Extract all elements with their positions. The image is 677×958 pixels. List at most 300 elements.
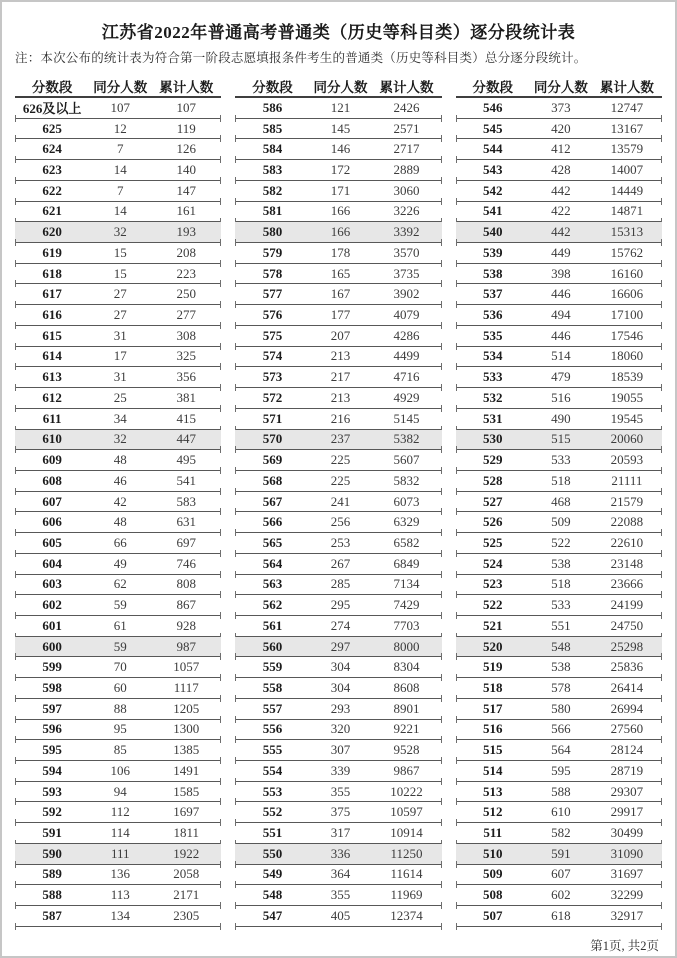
score-cell: 533: [483, 369, 503, 385]
table-row: [456, 264, 662, 285]
cumulative-cell: 21579: [610, 493, 644, 509]
table-row: [235, 450, 441, 471]
score-cell: 516: [483, 721, 503, 737]
cumulative-cell: 2305: [173, 907, 200, 923]
cumulative-cell: 147: [176, 182, 196, 198]
cumulative-cell: 250: [176, 286, 196, 302]
cumulative-cell: 2571: [393, 120, 420, 136]
count-cell: 446: [551, 286, 571, 302]
cumulative-cell: 29917: [610, 804, 644, 820]
score-cell: 551: [262, 825, 283, 841]
score-cell: 508: [483, 887, 503, 903]
cumulative-cell: 1697: [173, 804, 200, 820]
table-row: [456, 782, 662, 803]
table-row: [235, 823, 441, 844]
count-cell: 518: [551, 576, 571, 592]
cumulative-cell: 15313: [610, 224, 644, 240]
cumulative-cell: 27560: [610, 721, 644, 737]
count-cell: 267: [330, 555, 351, 571]
count-cell: 121: [330, 99, 351, 115]
cumulative-cell: 11614: [390, 866, 423, 882]
score-cell: 591: [42, 825, 62, 841]
header-same-score-count: 同分人数: [93, 79, 148, 95]
table-row: [235, 139, 441, 160]
count-cell: 7: [116, 141, 124, 157]
cumulative-cell: 12747: [610, 99, 644, 115]
table-row: [456, 657, 662, 678]
count-cell: 61: [113, 617, 127, 633]
cumulative-cell: 746: [176, 555, 196, 571]
table-row: [15, 885, 221, 906]
cumulative-cell: 697: [176, 534, 196, 550]
count-cell: 595: [551, 762, 571, 778]
table-row: [15, 595, 221, 616]
table-row: [15, 284, 221, 305]
count-cell: 566: [551, 721, 571, 737]
table-row: [456, 885, 662, 906]
cumulative-cell: 126: [176, 141, 196, 157]
cumulative-cell: 17546: [610, 327, 644, 343]
cumulative-cell: 9221: [393, 721, 420, 737]
count-cell: 207: [330, 327, 351, 343]
score-cell: 586: [262, 99, 283, 115]
table-row: [15, 740, 221, 761]
score-table-1: [15, 75, 221, 927]
score-cell: 599: [42, 659, 62, 675]
count-cell: 364: [330, 866, 351, 882]
count-cell: 136: [110, 866, 130, 882]
score-cell: 537: [483, 286, 503, 302]
score-cell: 513: [483, 783, 503, 799]
table-row: [235, 554, 441, 575]
cumulative-cell: 2426: [393, 99, 420, 115]
count-cell: 307: [330, 742, 351, 758]
score-cell: 559: [262, 659, 283, 675]
cumulative-cell: 2171: [173, 887, 200, 903]
count-cell: 213: [330, 389, 351, 405]
cumulative-cell: 1491: [173, 762, 200, 778]
score-cell: 543: [483, 162, 503, 178]
cumulative-cell: 10222: [390, 783, 423, 799]
table-row: [456, 844, 662, 865]
table-row: [15, 865, 221, 886]
cumulative-cell: 808: [176, 576, 196, 592]
count-cell: 564: [551, 742, 571, 758]
cumulative-cell: 24199: [610, 597, 644, 613]
count-cell: 62: [113, 576, 127, 592]
score-table-3: [456, 75, 662, 927]
table-row: [456, 575, 662, 596]
score-cell: 562: [262, 597, 283, 613]
score-cell: 625: [42, 120, 62, 136]
score-cell: 618: [42, 265, 62, 281]
table-row: [15, 388, 221, 409]
cumulative-cell: 23666: [610, 576, 644, 592]
score-cell: 581: [262, 203, 283, 219]
score-cell: 620: [42, 224, 62, 240]
header-score-segment: 分数段: [252, 79, 293, 95]
table-row: [235, 367, 441, 388]
cumulative-cell: 23148: [610, 555, 644, 571]
count-cell: 320: [330, 721, 351, 737]
table-row: [15, 802, 221, 823]
score-cell: 561: [262, 617, 283, 633]
score-cell: 541: [483, 203, 503, 219]
cumulative-cell: 119: [176, 120, 196, 136]
count-cell: 114: [110, 825, 130, 841]
count-cell: 442: [551, 224, 571, 240]
table-row: [456, 284, 662, 305]
cumulative-cell: 26414: [610, 679, 644, 695]
cumulative-cell: 4286: [393, 327, 420, 343]
count-cell: 582: [551, 825, 571, 841]
score-cell: 534: [483, 348, 503, 364]
count-cell: 591: [551, 845, 571, 861]
cumulative-cell: 3902: [393, 286, 420, 302]
score-cell: 550: [262, 845, 283, 861]
table-row: [235, 202, 441, 223]
score-cell: 601: [42, 617, 62, 633]
score-cell: 604: [42, 555, 62, 571]
table-row: [235, 181, 441, 202]
score-cell: 609: [42, 452, 62, 468]
score-cell: 574: [262, 348, 283, 364]
table-row: [456, 595, 662, 616]
score-cell: 546: [483, 99, 503, 115]
count-cell: 274: [330, 617, 351, 633]
score-cell: 607: [42, 493, 62, 509]
table-row: [15, 492, 221, 513]
score-cell: 524: [483, 555, 503, 571]
count-cell: 85: [113, 742, 127, 758]
cumulative-cell: 2717: [393, 141, 420, 157]
cumulative-cell: 13167: [610, 120, 644, 136]
table-header: [235, 75, 441, 96]
score-cell: 624: [42, 141, 62, 157]
cumulative-cell: 447: [176, 431, 196, 447]
count-cell: 297: [330, 638, 351, 654]
table-row: [456, 450, 662, 471]
score-cell: 588: [42, 887, 62, 903]
score-cell: 525: [483, 534, 503, 550]
cumulative-cell: 5145: [393, 410, 420, 426]
table-row: [15, 243, 221, 264]
count-cell: 60: [113, 679, 127, 695]
count-cell: 317: [330, 825, 351, 841]
table-row: [15, 637, 221, 658]
count-cell: 398: [551, 265, 571, 281]
count-cell: 479: [551, 369, 571, 385]
cumulative-cell: 15762: [610, 244, 644, 260]
count-cell: 256: [330, 514, 351, 530]
table-row: [235, 222, 441, 243]
score-cell: 567: [262, 493, 283, 509]
count-cell: 446: [551, 327, 571, 343]
cumulative-cell: 10914: [390, 825, 423, 841]
count-cell: 355: [330, 887, 351, 903]
cumulative-cell: 1922: [173, 845, 200, 861]
score-cell: 538: [483, 265, 503, 281]
score-cell: 626及以上: [22, 101, 82, 117]
cumulative-cell: 140: [176, 162, 196, 178]
count-cell: 31: [113, 327, 127, 343]
score-cell: 577: [262, 286, 283, 302]
cumulative-cell: 14871: [610, 203, 644, 219]
cumulative-cell: 193: [176, 224, 196, 240]
cumulative-cell: 415: [176, 410, 196, 426]
cumulative-cell: 19055: [610, 389, 644, 405]
cumulative-cell: 4079: [393, 307, 420, 323]
score-cell: 573: [262, 369, 283, 385]
table-row: [15, 761, 221, 782]
count-cell: 15: [113, 244, 127, 260]
score-cell: 563: [262, 576, 283, 592]
cumulative-cell: 277: [176, 307, 196, 323]
cumulative-cell: 6849: [393, 555, 420, 571]
table-row: [235, 782, 441, 803]
cumulative-cell: 4929: [393, 389, 420, 405]
cumulative-cell: 14007: [610, 162, 644, 178]
cumulative-cell: 7134: [393, 576, 420, 592]
count-cell: 31: [113, 369, 127, 385]
table-row: [456, 430, 662, 451]
count-cell: 107: [110, 99, 130, 115]
score-cell: 595: [42, 742, 62, 758]
score-cell: 572: [262, 389, 283, 405]
count-cell: 373: [551, 99, 571, 115]
table-row: [15, 367, 221, 388]
table-row: [456, 616, 662, 637]
count-cell: 304: [330, 679, 351, 695]
score-cell: 610: [42, 431, 62, 447]
table-row: [15, 823, 221, 844]
score-cell: 564: [262, 555, 283, 571]
score-cell: 578: [262, 265, 283, 281]
count-cell: 285: [330, 576, 351, 592]
score-table-2: [235, 75, 441, 927]
score-cell: 580: [262, 224, 283, 240]
count-cell: 514: [551, 348, 571, 364]
header-cumulative-count: 累计人数: [599, 79, 654, 95]
score-cell: 549: [262, 866, 283, 882]
table-row: [235, 678, 441, 699]
table-row: [456, 305, 662, 326]
table-row: [456, 512, 662, 533]
cumulative-cell: 223: [176, 265, 196, 281]
cumulative-cell: 381: [176, 389, 196, 405]
score-cell: 603: [42, 576, 62, 592]
score-cell: 511: [483, 825, 503, 841]
table-row: [456, 471, 662, 492]
count-cell: 442: [551, 182, 571, 198]
count-cell: 375: [330, 804, 351, 820]
table-row: [235, 284, 441, 305]
score-cell: 545: [483, 120, 503, 136]
cumulative-cell: 31090: [610, 845, 644, 861]
table-row: [235, 595, 441, 616]
count-cell: 42: [113, 493, 127, 509]
cumulative-cell: 9528: [393, 742, 420, 758]
table-row: [235, 305, 441, 326]
table-row: [235, 906, 441, 927]
table-row: [456, 906, 662, 927]
count-cell: 518: [551, 472, 571, 488]
score-cell: 514: [483, 762, 503, 778]
table-body: [15, 96, 221, 927]
count-cell: 32: [113, 431, 127, 447]
header-same-score-count: 同分人数: [313, 79, 368, 95]
count-cell: 548: [551, 638, 571, 654]
table-row: [235, 699, 441, 720]
table-row: [235, 885, 441, 906]
cumulative-cell: 867: [176, 597, 196, 613]
cumulative-cell: 20593: [610, 452, 644, 468]
score-cell: 512: [483, 804, 503, 820]
table-row: [456, 823, 662, 844]
table-row: [235, 243, 441, 264]
count-cell: 113: [110, 887, 130, 903]
cumulative-cell: 21111: [611, 472, 643, 488]
count-cell: 7: [116, 182, 124, 198]
table-row: [456, 181, 662, 202]
score-cell: 589: [42, 866, 62, 882]
table-row: [15, 160, 221, 181]
count-cell: 538: [551, 659, 571, 675]
table-row: [15, 409, 221, 430]
count-cell: 339: [330, 762, 351, 778]
count-cell: 165: [330, 265, 351, 281]
count-cell: 225: [330, 452, 351, 468]
table-row: [15, 616, 221, 637]
count-cell: 412: [551, 141, 571, 157]
cumulative-cell: 6582: [393, 534, 420, 550]
count-cell: 237: [330, 431, 351, 447]
table-row: [15, 430, 221, 451]
score-cell: 566: [262, 514, 283, 530]
score-cell: 621: [42, 203, 62, 219]
cumulative-cell: 24750: [610, 617, 644, 633]
cumulative-cell: 12374: [390, 907, 423, 923]
score-cell: 579: [262, 244, 283, 260]
cumulative-cell: 6073: [393, 493, 420, 509]
count-cell: 34: [113, 410, 127, 426]
table-row: [15, 512, 221, 533]
table-row: [15, 326, 221, 347]
table-row: [15, 906, 221, 927]
cumulative-cell: 208: [176, 244, 196, 260]
score-cell: 531: [483, 410, 503, 426]
table-row: [15, 471, 221, 492]
table-row: [235, 865, 441, 886]
header-cumulative-count: 累计人数: [379, 79, 434, 95]
count-cell: 225: [330, 472, 351, 488]
table-row: [456, 326, 662, 347]
table-row: [456, 720, 662, 741]
table-row: [235, 740, 441, 761]
score-cell: 552: [262, 804, 283, 820]
cumulative-cell: 26994: [610, 700, 644, 716]
table-row: [235, 802, 441, 823]
count-cell: 253: [330, 534, 351, 550]
count-cell: 95: [113, 721, 127, 737]
cumulative-cell: 6329: [393, 514, 420, 530]
score-cell: 522: [483, 597, 503, 613]
cumulative-cell: 631: [176, 514, 196, 530]
cumulative-cell: 325: [176, 348, 196, 364]
header-same-score-count: 同分人数: [533, 79, 588, 95]
table-row: [235, 119, 441, 140]
cumulative-cell: 29307: [610, 783, 644, 799]
table-row: [456, 761, 662, 782]
count-cell: 166: [330, 224, 351, 240]
count-cell: 588: [551, 783, 571, 799]
score-cell: 518: [483, 679, 503, 695]
cumulative-cell: 107: [176, 99, 196, 115]
table-row: [456, 533, 662, 554]
table-header: [456, 75, 662, 96]
cumulative-cell: 1205: [173, 700, 200, 716]
score-cell: 555: [262, 742, 283, 758]
table-row: [456, 699, 662, 720]
table-row: [235, 160, 441, 181]
table-row: [456, 637, 662, 658]
count-cell: 145: [330, 120, 351, 136]
cumulative-cell: 9867: [393, 762, 420, 778]
table-row: [456, 388, 662, 409]
cumulative-cell: 18060: [610, 348, 644, 364]
score-cell: 611: [42, 410, 62, 426]
table-row: [235, 471, 441, 492]
score-cell: 598: [42, 679, 62, 695]
count-cell: 70: [113, 659, 127, 675]
table-row: [15, 699, 221, 720]
table-row: [15, 782, 221, 803]
count-cell: 177: [330, 307, 351, 323]
cumulative-cell: 308: [176, 327, 196, 343]
page-number: 第1页, 共2页: [590, 938, 659, 953]
count-cell: 241: [330, 493, 351, 509]
score-cell: 617: [42, 286, 62, 302]
score-cell: 548: [262, 887, 283, 903]
table-row: [15, 305, 221, 326]
count-cell: 12: [113, 120, 127, 136]
cumulative-cell: 2889: [393, 162, 420, 178]
cumulative-cell: 5382: [393, 431, 420, 447]
score-cell: 507: [483, 907, 503, 923]
cumulative-cell: 17100: [610, 307, 644, 323]
table-body: [235, 96, 441, 927]
score-cell: 544: [483, 141, 503, 157]
count-cell: 405: [330, 907, 351, 923]
score-cell: 569: [262, 452, 283, 468]
page-title: 江苏省2022年普通高考普通类（历史等科目类）逐分段统计表: [101, 23, 576, 42]
count-cell: 15: [113, 265, 127, 281]
cumulative-cell: 30499: [610, 825, 644, 841]
cumulative-cell: 5832: [393, 472, 420, 488]
cumulative-cell: 32299: [610, 887, 644, 903]
score-cell: 535: [483, 327, 503, 343]
score-cell: 593: [42, 783, 62, 799]
count-cell: 428: [551, 162, 571, 178]
cumulative-cell: 356: [176, 369, 196, 385]
cumulative-cell: 4499: [393, 348, 420, 364]
table-row: [15, 554, 221, 575]
score-cell: 517: [483, 700, 503, 716]
cumulative-cell: 4716: [393, 369, 420, 385]
count-cell: 88: [113, 700, 127, 716]
cumulative-cell: 31697: [610, 866, 644, 882]
table-row: [15, 139, 221, 160]
